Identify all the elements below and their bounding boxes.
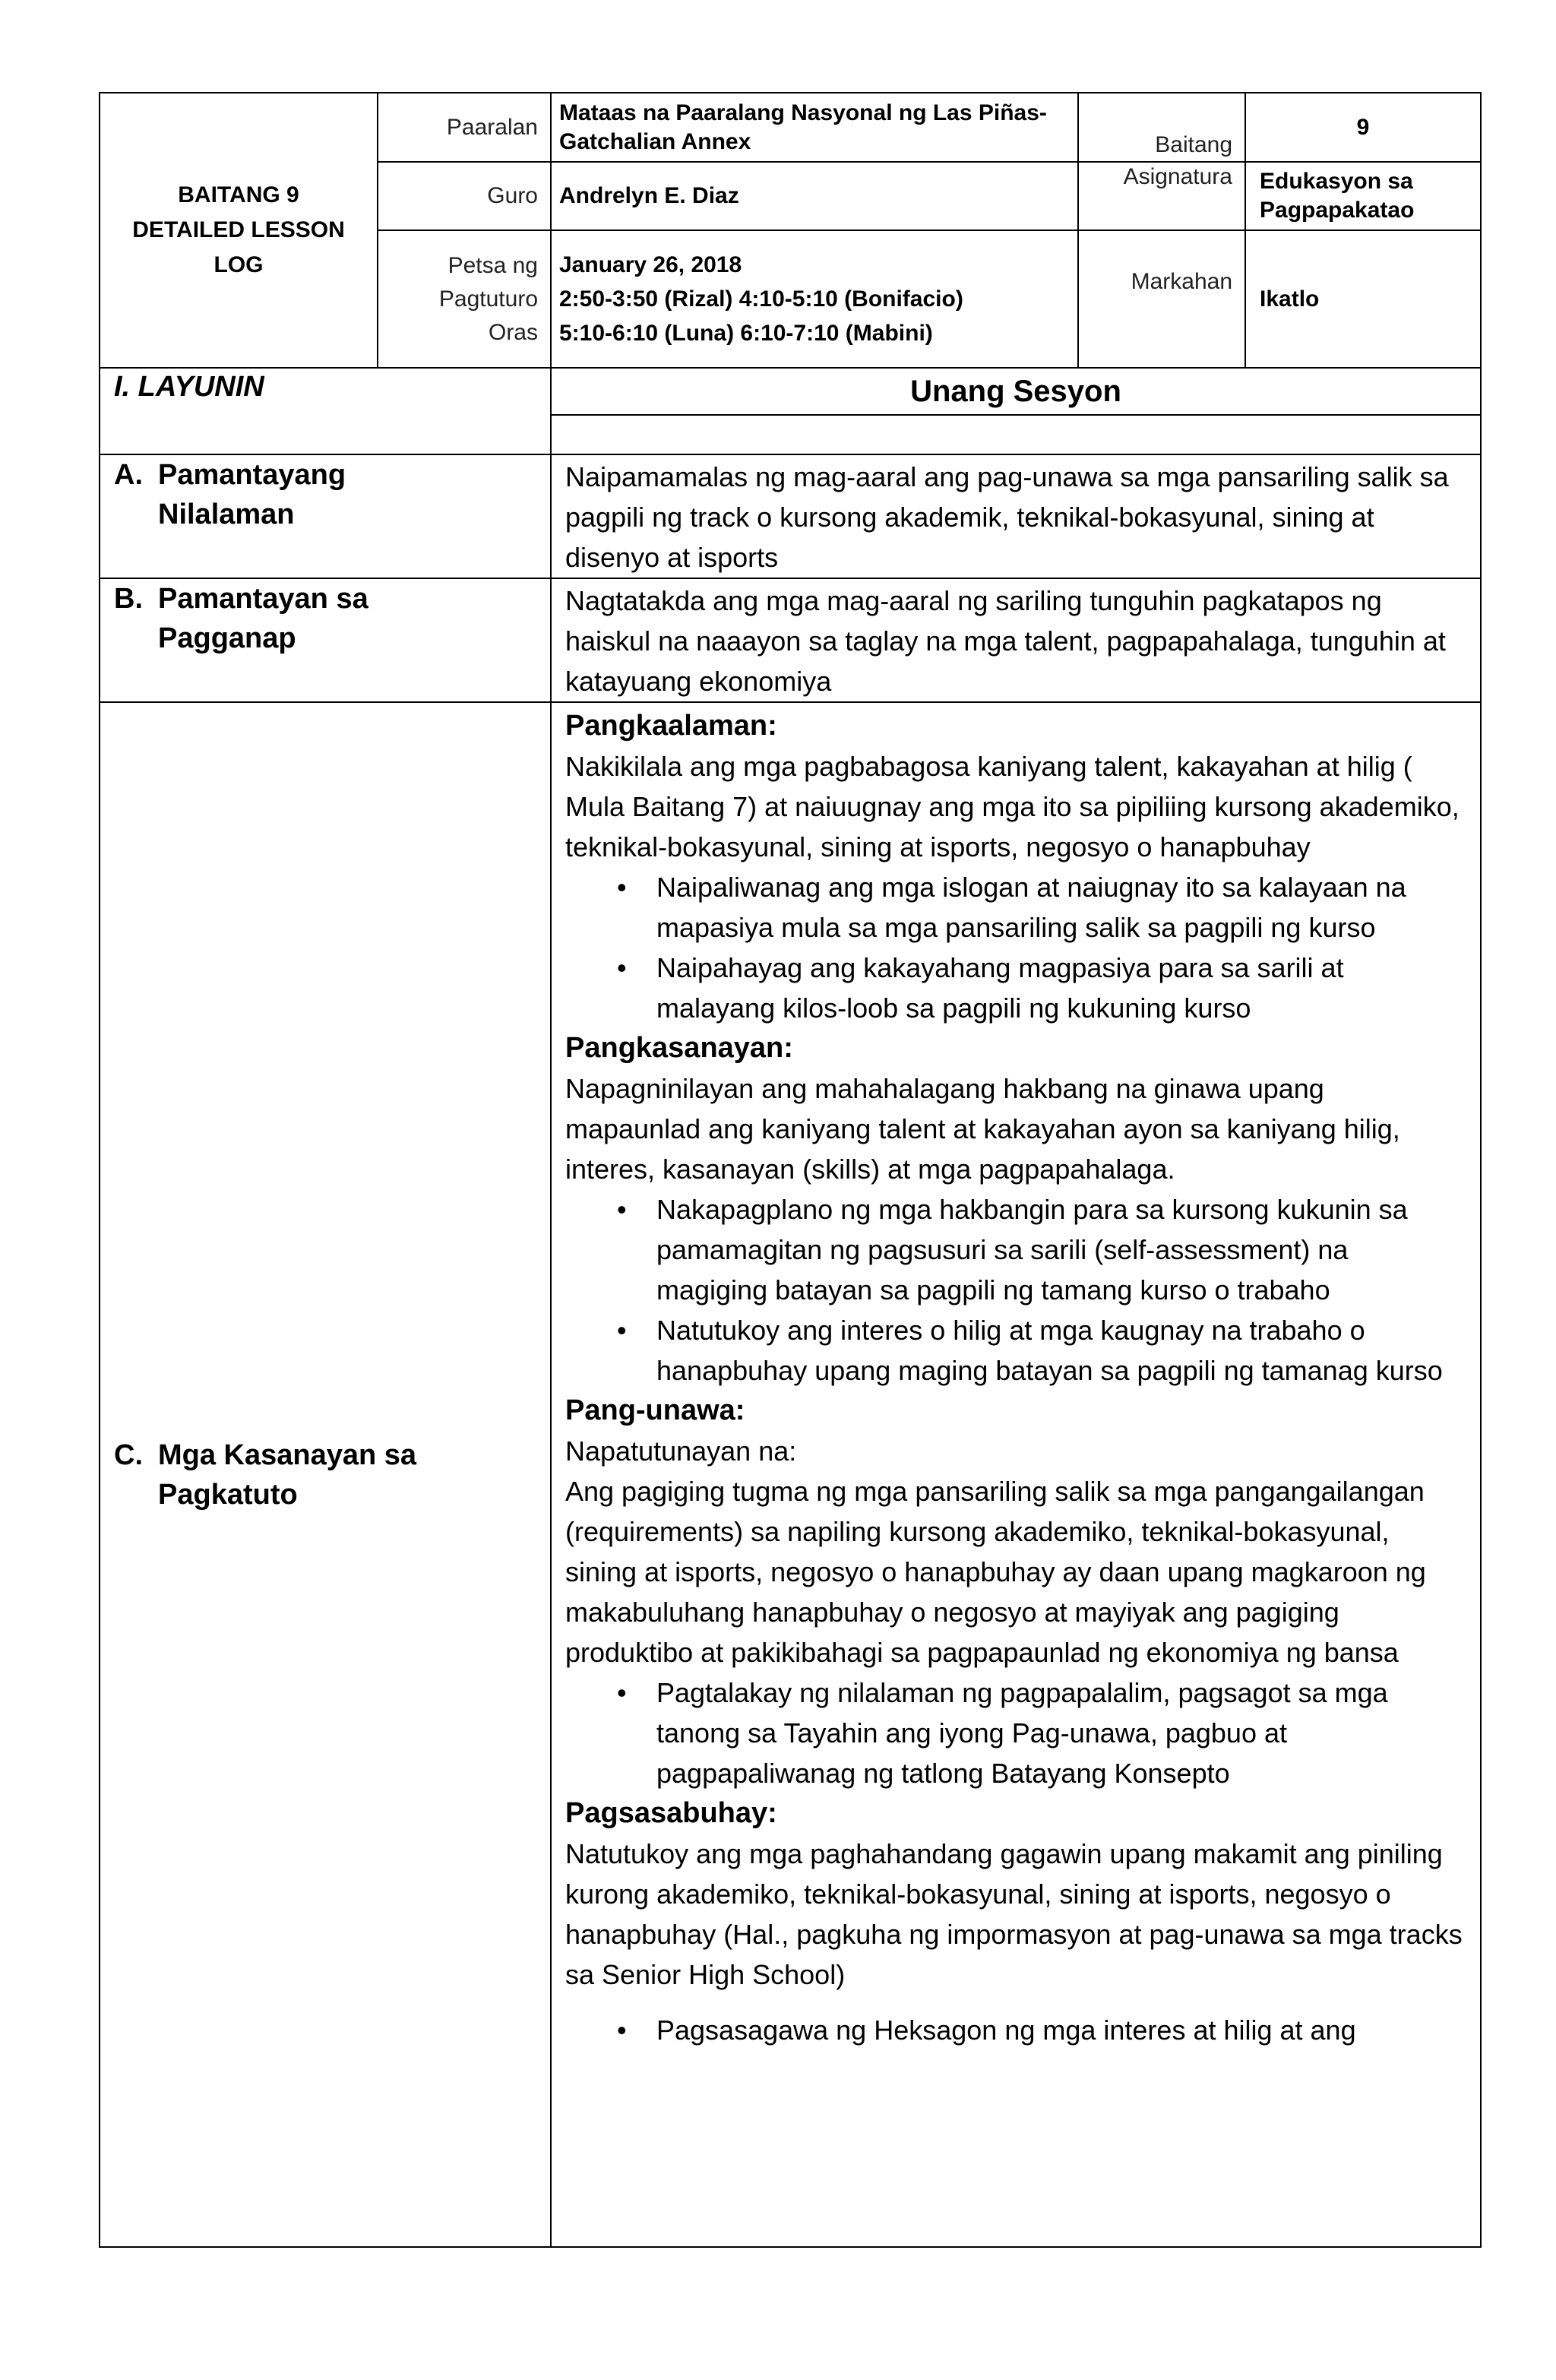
petsa-label: Petsa ng Pagtuturo Oras (378, 230, 551, 368)
pangkaalaman-heading: Pangkaalaman: (565, 710, 777, 742)
pangunawa-intro: Napatutunayan na: (565, 1435, 797, 1467)
markahan-value: Ikatlo (1245, 230, 1481, 368)
list-item: • Naipahayag ang kakayahang magpasiya para sa sarili at malayang kilos-loob sa pagpili ng kukuning kurso (617, 948, 1466, 1028)
section-c-content (551, 702, 1481, 2247)
list-item: • Pagsasagawa ng Heksagon ng mga interes at hilig at ang (617, 2010, 1466, 2050)
section-b-letter: B. (114, 583, 143, 615)
section-c-label-line1: Mga Kasanayan sa (158, 1438, 417, 1471)
header-table (99, 92, 1482, 369)
petsa-time-1: 2:50-3:50 (Rizal) 4:10-5:10 (Bonifacio) (559, 286, 963, 312)
section-i-heading (100, 368, 551, 454)
pangunawa-bullets (565, 1673, 1466, 1793)
pangkasanayan-text: Napagninilayan ang mahahalagang hakbang na ginawa upang mapaunlad ang kaniyang talent at kakayahan ayon sa kaniyang hilig, interes, kasanayan (skills) at mga pagpapahalaga. (565, 1073, 1400, 1185)
asignatura-label: Asignatura (1078, 162, 1245, 230)
pangunawa-text: Ang pagiging tugma ng mga pansariling salik sa mga pangangailangan (requirements) sa napiling kursong akademiko, teknikal-bokasyunal, sining at isports, negosyo o hanapbuhay ay daan upang magkaroon ng makabuluhang hanapbuhay o negosyo at mayiyak ang pagiging produktibo at pakikibahagi sa pagpapaunlad ng ekonomiya ng bansa (565, 1476, 1426, 1668)
list-item: • Naipaliwanag ang mga islogan at naiugnay ito sa kalayaan na mapasiya mula sa mga pansariling salik sa pagpili ng kurso (617, 867, 1466, 948)
pangkaalaman-text: Nakikilala ang mga pagbabagosa kaniyang talent, kakayahan at hilig ( Mula Baitang 7) at naiuugnay ang mga ito sa pipiliing kursong akademiko, teknikal-bokasyunal, sining at isports, negosyo o hanapbuhay (565, 751, 1460, 862)
list-item: • Pagtalakay ng nilalaman ng pagpapalalim, pagsagot sa mga tanong sa Tayahin ang iyong Pag-unawa, pagbuo at pagpapaliwanag ng tatlong Batayang Konsepto (617, 1673, 1466, 1793)
guro-value: Andrelyn E. Diaz (551, 162, 1078, 230)
log-title: BAITANG 9 DETAILED LESSON LOG (100, 93, 378, 368)
section-c-letter: C. (114, 1438, 143, 1471)
petsa-value (551, 230, 1078, 368)
baitang-label: Baitang (1078, 93, 1245, 162)
section-b-content: Nagtatakda ang mga mag-aaral ng sariling tunguhin pagkatapos ng haiskul na naaayon sa taglay na mga talent, pagpapahalaga, tunguhin at katayuang ekonomiya (551, 578, 1481, 702)
pagsasabuhay-heading: Pagsasabuhay: (565, 1797, 777, 1829)
list-item: • Natutukoy ang interes o hilig at mga kaugnay na trabaho o hanapbuhay upang maging batayan sa pagpili ng tamanag kurso (617, 1310, 1466, 1391)
petsa-time-2: 5:10-6:10 (Luna) 6:10-7:10 (Mabini) (559, 321, 933, 346)
paaralan-value: Mataas na Paaralang Nasyonal ng Las Piñas-Gatchalian Annex (551, 93, 1078, 162)
pangkaalaman-bullets (565, 867, 1466, 1028)
section-a-label-line1: Pamantayang (158, 459, 346, 491)
paaralan-label: Paaralan (378, 93, 551, 162)
petsa-date: January 26, 2018 (559, 252, 742, 277)
section-b-label-line1: Pamantayan sa (158, 583, 368, 615)
list-item: • Nakapagplano ng mga hakbangin para sa kursong kukunin sa pamamagitan ng pagsusuri sa sarili (self-assessment) na magiging batayan sa pagpili ng tamang kurso o trabaho (617, 1189, 1466, 1310)
section-c-label-line2: Pagkatuto (158, 1478, 298, 1511)
session-title: Unang Sesyon (551, 368, 1481, 415)
section-a-content: Naipamamalas ng mag-aaral ang pag-unawa sa mga pansariling salik sa pagpili ng track o kursong akademik, teknikal-bokasyunal, sining at disenyo at isports (551, 454, 1481, 578)
section-c-label (100, 702, 551, 2247)
pangkasanayan-heading: Pangkasanayan: (565, 1032, 793, 1064)
section-a-letter: A. (114, 459, 143, 491)
spacer (565, 1995, 1466, 2010)
asignatura-value: Edukasyon sa Pagpapakatao (1245, 162, 1481, 230)
pangunawa-heading: Pang-unawa: (565, 1394, 745, 1426)
section-i-label: I. LAYUNIN (114, 371, 264, 403)
pagsasabuhay-text: Natutukoy ang mga paghahandang gagawin upang makamit ang piniling kurong akademiko, teknikal-bokasyunal, sining at isports, negosyo o hanapbuhay (Hal., pagkuha ng impormasyon at pag-unawa sa mga tracks sa Senior High School) (565, 1838, 1463, 1990)
empty-cell (551, 415, 1481, 454)
pangkasanayan-bullets (565, 1189, 1466, 1391)
guro-label: Guro (378, 162, 551, 230)
layunin-table (99, 367, 1482, 2248)
pagsasabuhay-bullets (565, 2010, 1466, 2050)
section-a-label-line2: Nilalaman (158, 498, 295, 530)
section-b-label (100, 578, 551, 702)
markahan-label: Markahan (1078, 230, 1245, 368)
section-a-label (100, 454, 551, 578)
section-b-label-line2: Pagganap (158, 622, 296, 654)
baitang-value: 9 (1245, 93, 1481, 162)
